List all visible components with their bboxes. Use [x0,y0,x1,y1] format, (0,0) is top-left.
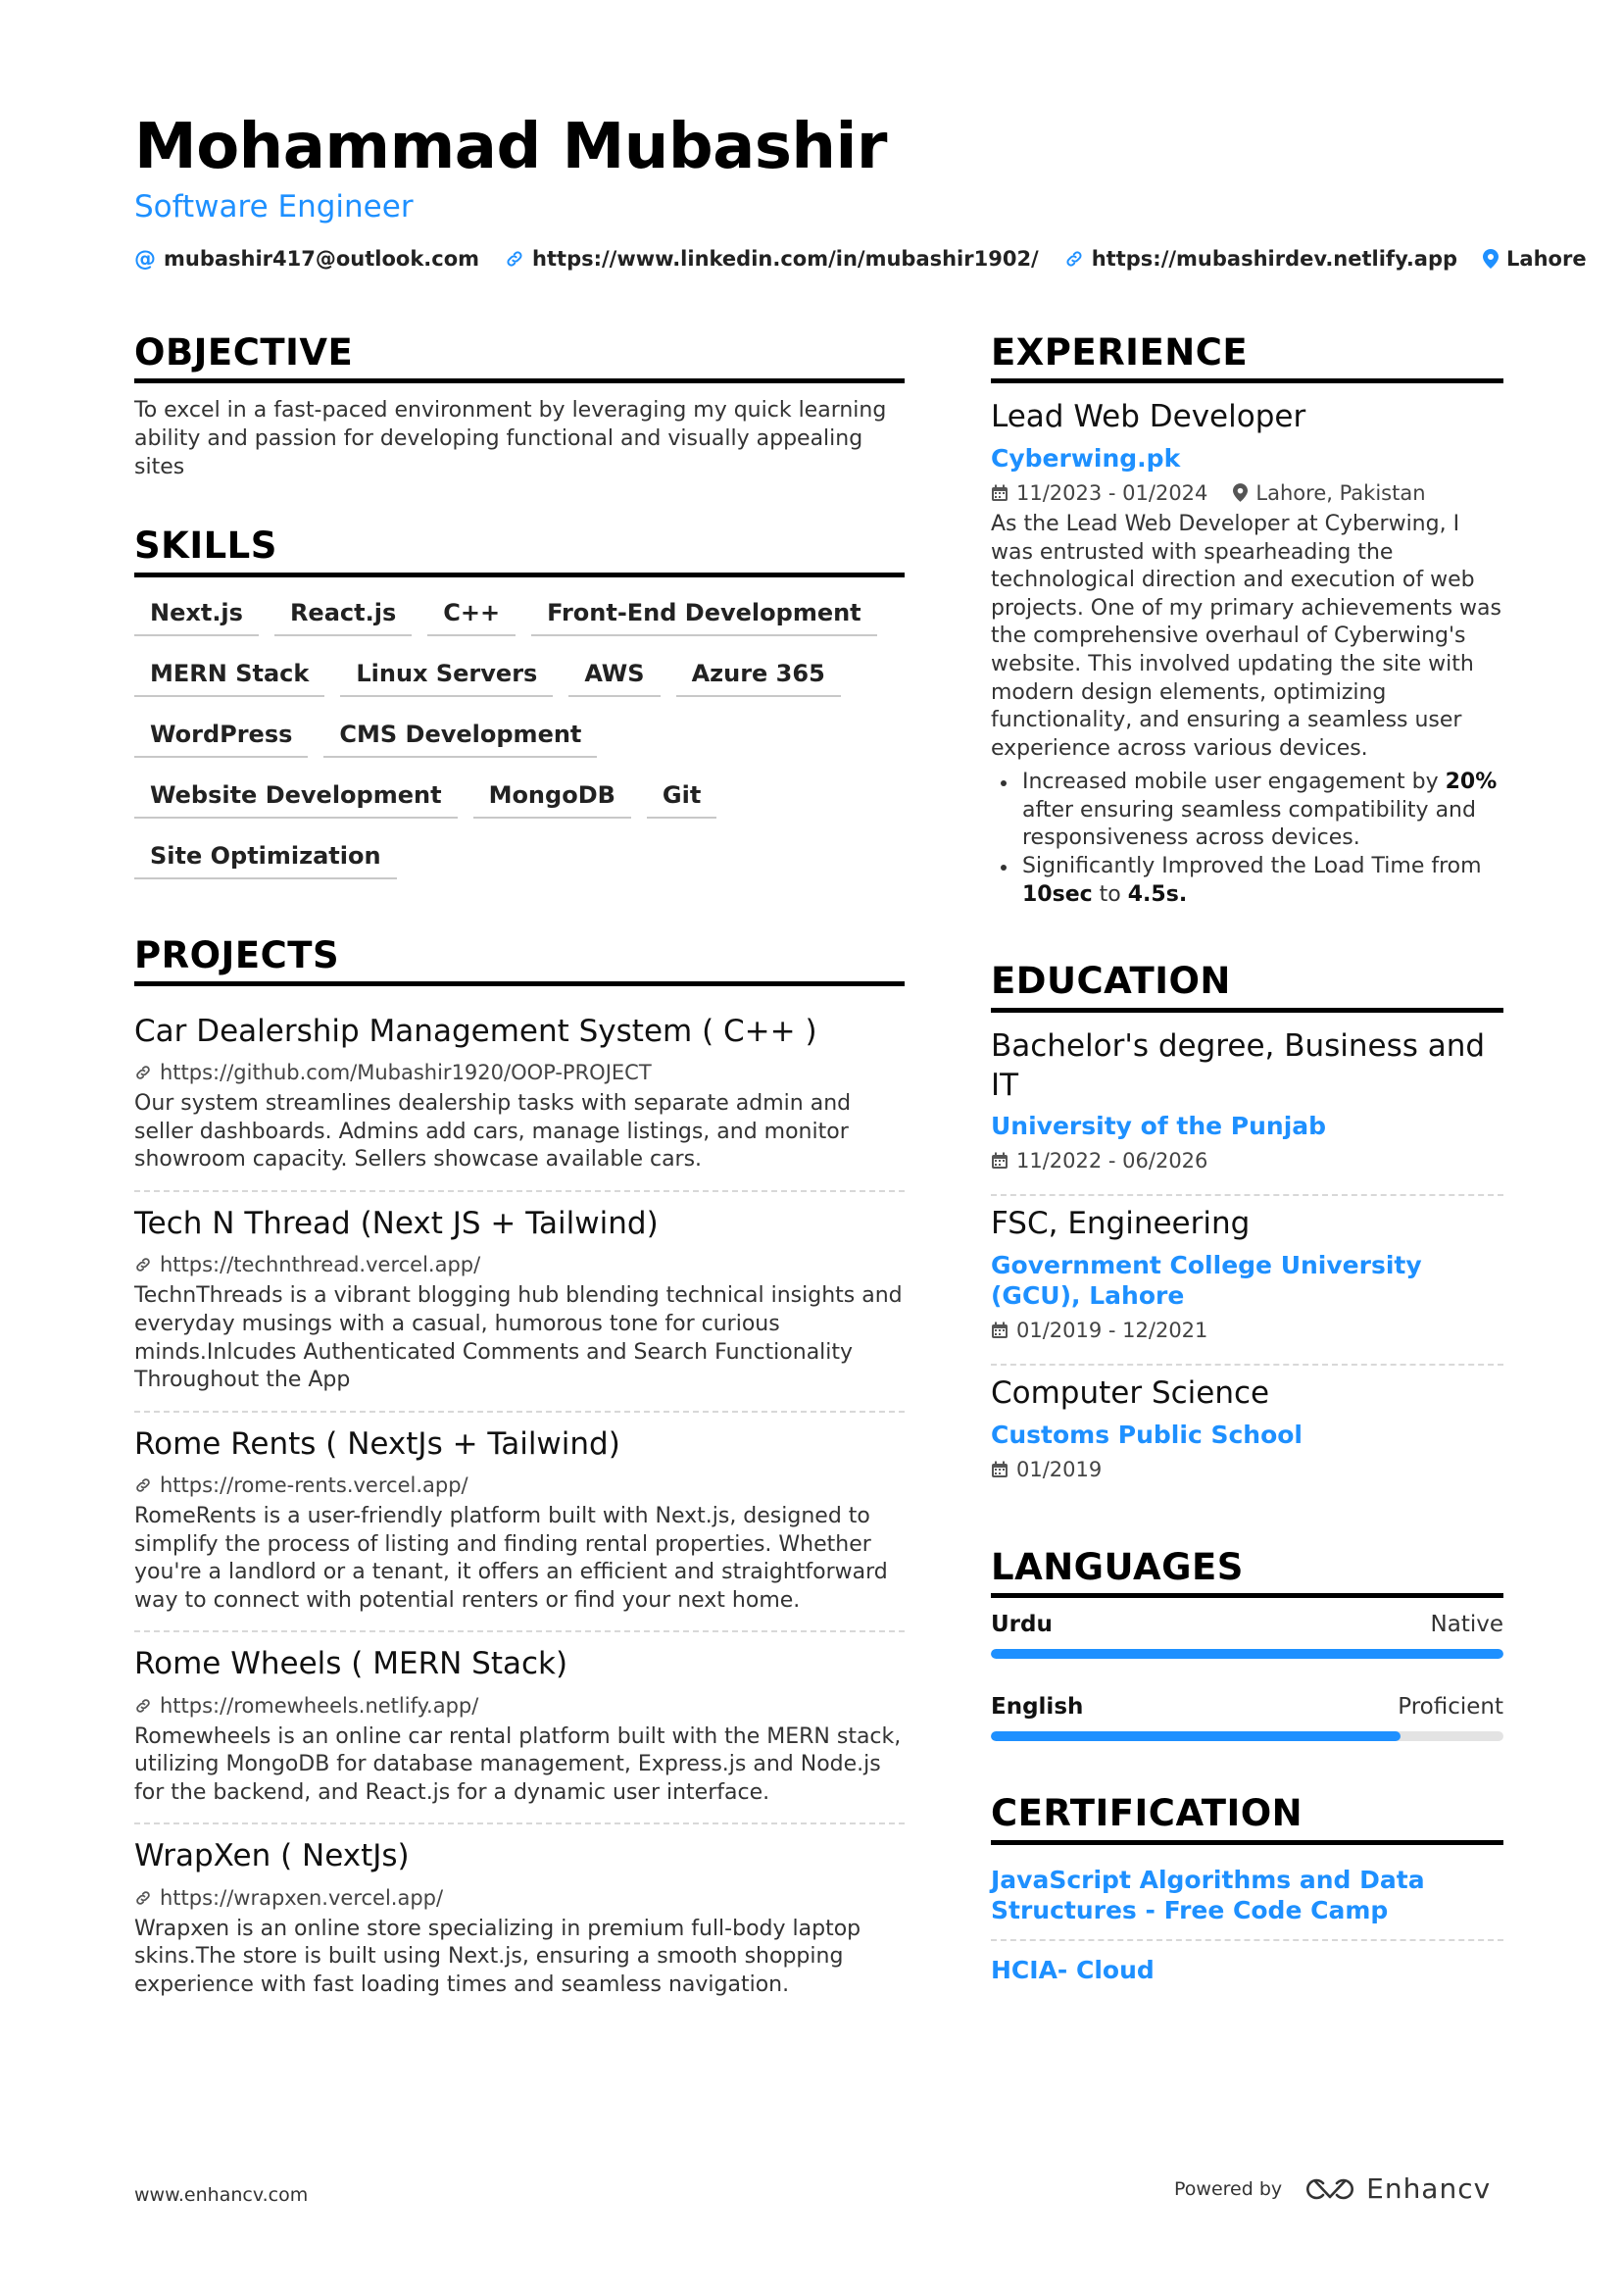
date-range [991,1319,1207,1342]
project-link-text: https://github.com/Mubashir1920/OOP-PROJECT [160,1061,652,1085]
achievement-highlight: 4.5s. [1127,881,1188,907]
project-link[interactable] [134,1061,905,1084]
calendar-icon [991,1152,1008,1170]
skill-tag: MERN Stack [134,660,324,697]
calendar-icon [991,1461,1008,1478]
calendar-icon [991,1322,1008,1339]
project-description: Our system streamlines dealership tasks with separate admin and seller dashboards. Admins add cars, manage listings, and monitor showroom capacity. Sellers showcase available cars. [134,1091,852,1173]
skills-list [134,595,905,879]
objective-text: To excel in a fast-paced environment by leveraging my quick learning ability and passion for developing functional and visually appealing sites [134,398,887,479]
project-link[interactable] [134,1253,905,1276]
language-item [991,1612,1503,1659]
job-location [1233,481,1425,505]
project-item [134,1000,905,1192]
education-item [991,1026,1503,1197]
achievement-text: Significantly Improved the Load Time from [1022,854,1482,879]
contact-linkedin-text: https://www.linkedin.com/in/mubashir1902/ [532,247,1039,272]
skill-tag: Azure 365 [676,660,841,697]
projects-heading: PROJECTS [134,934,905,986]
experience-heading: EXPERIENCE [991,331,1503,383]
powered-by-label: Powered by [1174,2177,1283,2200]
skill-tag: React.js [274,599,412,636]
contact-email-text: mubashir417@outlook.com [164,247,480,272]
link-icon [134,1256,152,1273]
brand-logo[interactable] [1303,2172,1491,2205]
location-pin-icon [1483,249,1499,269]
project-link-text: https://rome-rents.vercel.app/ [160,1473,468,1497]
achievement-item [991,769,1503,853]
link-icon [134,1064,152,1081]
projects-section [134,934,905,2016]
brand-name: Enhancv [1366,2172,1492,2205]
link-icon [134,1697,152,1715]
project-title: Rome Rents ( NextJs + Tailwind) [134,1425,620,1462]
skill-tag: Website Development [134,781,458,819]
project-title: WrapXen ( NextJs) [134,1838,410,1874]
education-dates-text: 11/2022 - 06/2026 [1016,1149,1208,1173]
contact-location-text: Lahore [1506,247,1587,272]
contact-email[interactable] [134,247,479,272]
language-level: Proficient [1398,1694,1503,1721]
achievement-text: to [1092,881,1128,907]
language-proficiency-bar [991,1731,1503,1741]
project-description: RomeRents is a user-friendly platform built with Next.js, designed to simplify the process of listing and finding rental properties. Whether you're a landlord or a tenant, it offers an efficient and straightforward way to connect with potential renters or find your next home. [134,1504,888,1613]
degree-title: Bachelor's degree, Business and IT [991,1027,1486,1103]
language-proficiency-bar [991,1649,1503,1659]
languages-section [991,1546,1503,1741]
experience-section [991,331,1503,909]
contact-linkedin[interactable] [505,247,1039,272]
job-dates [991,481,1207,505]
project-description: Romewheels is an online car rental platform built with the MERN stack, utilizing MongoDB for database management, Express.js and Node.js for the backend, and React.js for a dynamic user interface. [134,1723,902,1805]
language-name: English [991,1694,1084,1721]
contact-location [1483,247,1587,272]
skill-tag: AWS [568,660,660,697]
at-icon: @ [134,246,156,272]
education-section [991,960,1503,1503]
skills-heading: SKILLS [134,524,905,576]
school-name: Government College University (GCU), Lahore [991,1250,1422,1311]
certification-item: HCIA- Cloud [991,1956,1155,1985]
education-dates-text: 01/2019 - 12/2021 [1016,1319,1208,1343]
link-icon [134,1889,152,1907]
skill-tag: WordPress [134,721,308,758]
certification-item: JavaScript Algorithms and Data Structures - Free Code Camp [991,1859,1503,1942]
skill-tag: CMS Development [323,721,597,758]
project-item [134,1632,905,1824]
language-level: Native [1430,1612,1503,1638]
link-icon [134,1476,152,1494]
skill-tag: Git [647,781,716,819]
skill-tag: C++ [427,599,516,636]
link-icon [505,249,524,269]
project-description: Wrapxen is an online store specializing in premium full-body laptop skins.The store is built using Next.js, ensuring a smooth shopping experience with fast loading times and seamless navigation. [134,1916,861,1997]
achievement-item [991,853,1503,909]
date-range [991,1458,1102,1481]
achievement-text: after ensuring seamless compatibility and responsiveness across devices. [1022,797,1476,851]
project-item [134,1192,905,1413]
contact-website-text: https://mubashirdev.netlify.app [1091,247,1458,272]
project-link-text: https://technthread.vercel.app/ [160,1253,481,1277]
footer-site[interactable]: www.enhancv.com [134,2184,309,2206]
project-title: Tech N Thread (Next JS + Tailwind) [134,1206,659,1242]
company-name: Cyberwing.pk [991,443,1181,473]
skill-tag: Front-End Development [531,599,877,636]
footer-branding [1174,2172,1491,2205]
enhancv-logo-icon [1303,2175,1356,2203]
achievement-highlight: 10sec [1022,881,1093,907]
achievement-highlight: 20% [1445,770,1498,795]
date-range [991,1149,1207,1173]
education-dates [991,1319,1503,1342]
skill-tag: Next.js [134,599,259,636]
languages-heading: LANGUAGES [991,1546,1503,1598]
candidate-role: Software Engineer [134,188,414,225]
education-item [991,1196,1503,1366]
education-dates [991,1149,1503,1173]
job-title: Lead Web Developer [991,399,1306,435]
job-dates-text: 11/2023 - 01/2024 [1016,480,1208,505]
project-link-text: https://wrapxen.vercel.app/ [160,1885,444,1910]
skills-section [134,524,905,878]
link-icon [1064,249,1084,269]
education-item [991,1366,1503,1503]
project-item [134,1413,905,1633]
left-column [134,331,905,2059]
objective-section [134,331,905,481]
education-dates [991,1458,1503,1481]
job-description: As the Lead Web Developer at Cyberwing, I was entrusted with spearheading the technological direction and execution of web projects. One of my primary achievements was the comprehensive overhaul of Cyberwing's website. This involved updating the site with modern design elements, optimizing functionality, and ensuring a seamless user experience across various devices. [991,511,1501,761]
project-item [134,1824,905,2015]
project-link-text: https://romewheels.netlify.app/ [160,1693,479,1718]
skill-tag: MongoDB [473,781,631,819]
language-name: Urdu [991,1612,1053,1638]
project-link[interactable] [134,1694,905,1718]
language-proficiency-fill [991,1649,1503,1659]
location-pin-icon [1233,483,1248,502]
right-column [991,331,1503,2042]
degree-title: FSC, Engineering [991,1206,1251,1242]
school-name: University of the Punjab [991,1112,1327,1141]
education-dates-text: 01/2019 [1016,1457,1103,1481]
contact-bar [134,246,1587,272]
job-location-text: Lahore, Pakistan [1255,480,1426,505]
candidate-name: Mohammad Mubashir [134,111,887,183]
education-heading: EDUCATION [991,960,1503,1012]
language-item [991,1694,1503,1741]
skill-tag: Linux Servers [340,660,553,697]
project-title: Rome Wheels ( MERN Stack) [134,1646,568,1682]
language-proficiency-fill [991,1731,1401,1741]
school-name: Customs Public School [991,1420,1303,1449]
resume-header [134,110,1587,272]
achievement-list [991,769,1503,909]
objective-heading: OBJECTIVE [134,331,905,383]
contact-website[interactable] [1064,247,1457,272]
achievement-text: Increased mobile user engagement by [1022,770,1446,795]
project-link[interactable] [134,1473,905,1497]
skill-tag: Site Optimization [134,842,397,879]
project-description: TechnThreads is a vibrant blogging hub blending technical insights and everyday musings with a casual, humorous tone for curious minds.Inlcudes Authenticated Comments and Search Functionality Throughout the App [134,1283,903,1393]
certification-section [991,1792,1503,1999]
project-title: Car Dealership Management System ( C++ ) [134,1013,817,1049]
project-link[interactable] [134,1886,905,1910]
job-meta [991,481,1503,505]
certification-heading: CERTIFICATION [991,1792,1503,1844]
calendar-icon [991,484,1008,502]
degree-title: Computer Science [991,1375,1270,1412]
